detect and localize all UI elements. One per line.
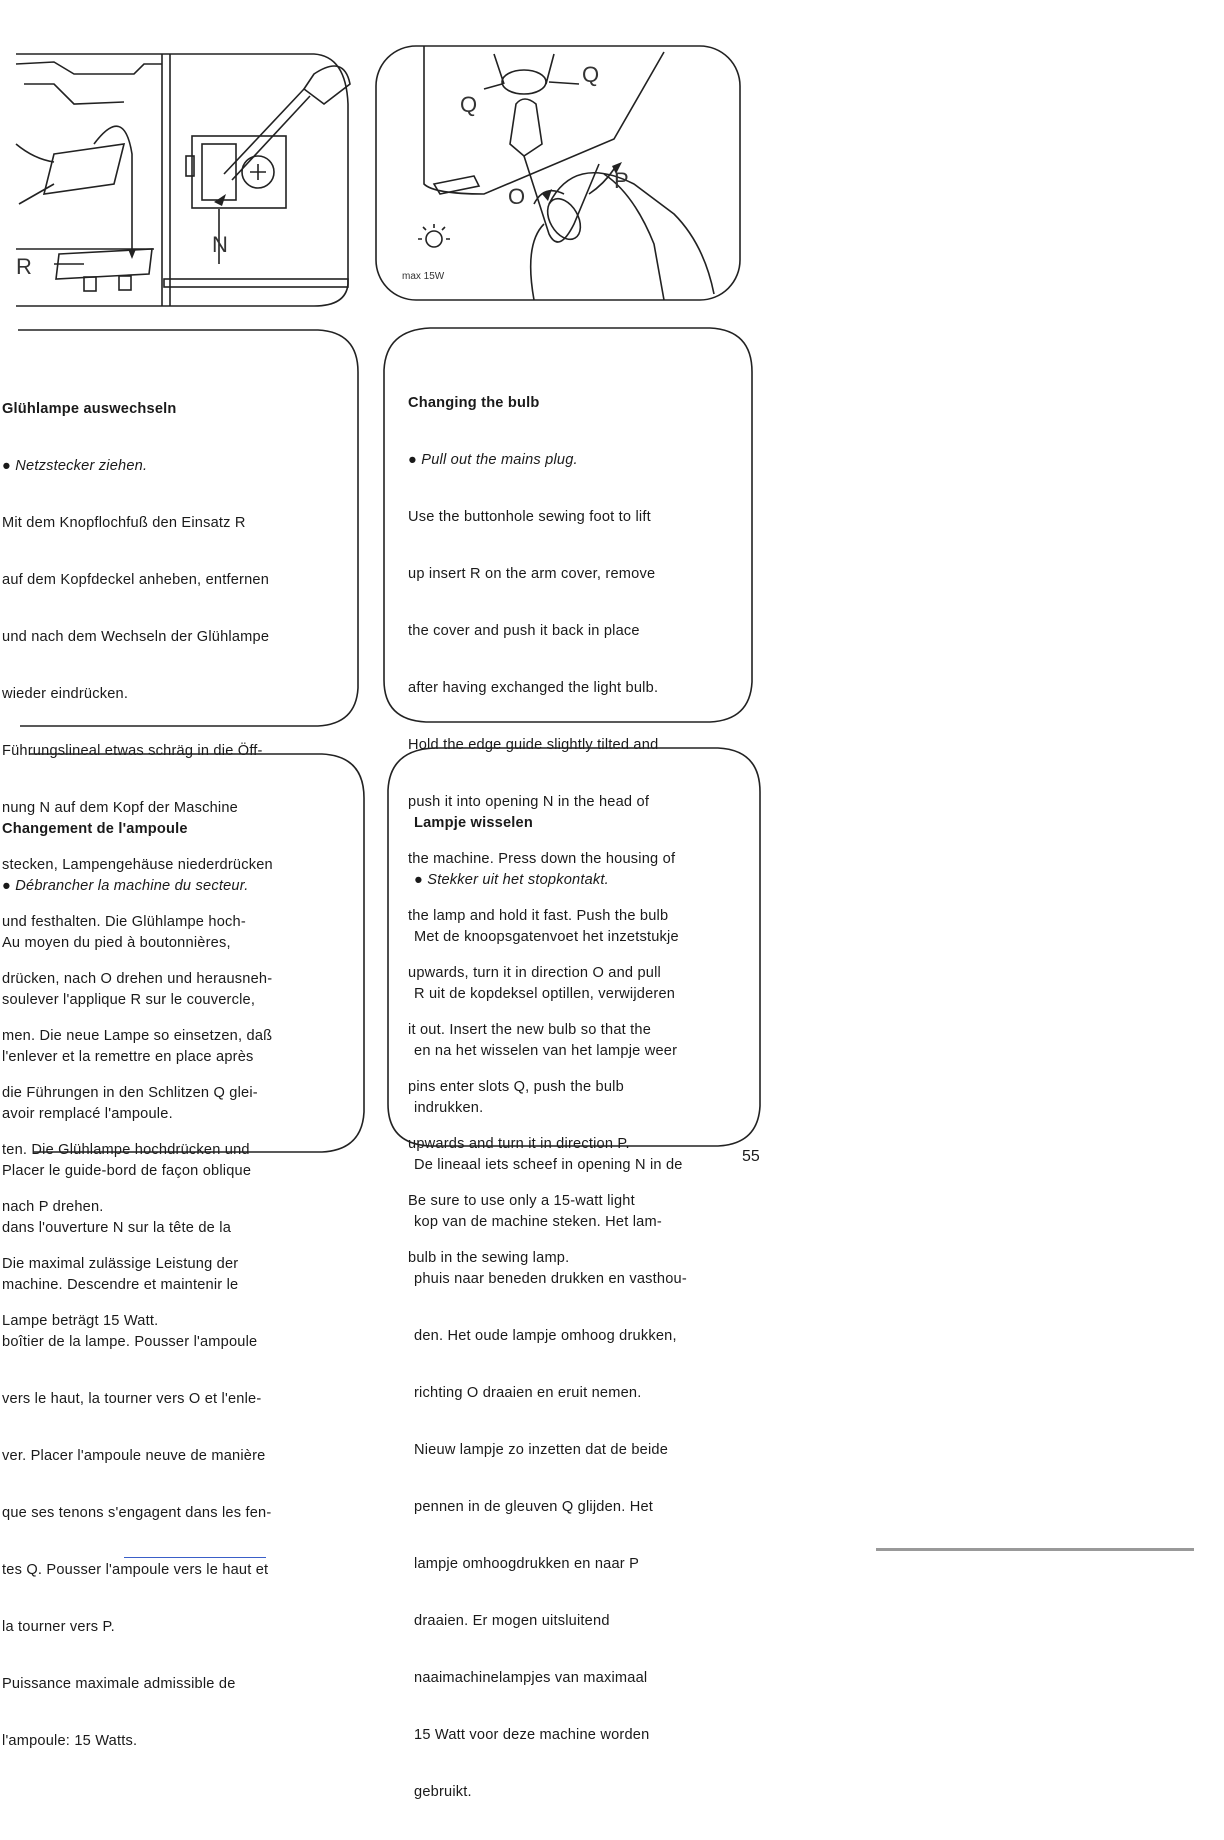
body-line: tes Q. Pousser l'ampoule vers le haut et [2, 1562, 269, 1578]
label-r: R [16, 254, 32, 279]
body-line: auf dem Kopfdeckel anheben, entfernen [2, 572, 270, 588]
body-line: push it into opening N in the head of [408, 794, 650, 810]
body-line: the cover and push it back in place [408, 623, 640, 639]
body-line: ver. Placer l'ampoule neuve de manière [2, 1448, 266, 1464]
body-line: vers le haut, la tourner vers O et l'enle- [2, 1391, 262, 1407]
body-line: ten. Die Glühlampe hochdrücken und [2, 1142, 250, 1158]
body-line: bulb in the sewing lamp. [408, 1250, 570, 1266]
body-line: men. Die neue Lampe so einsetzen, daß [2, 1028, 273, 1044]
body-line: up insert R on the arm cover, remove [408, 566, 656, 582]
body-line: naaimachinelampjes van maximaal [414, 1670, 648, 1686]
body-line: gebruikt. [414, 1784, 472, 1800]
body-line: the lamp and hold it fast. Push the bulb [408, 908, 669, 924]
page-number: 55 [742, 1148, 760, 1165]
label-q-left: Q [460, 92, 478, 117]
body-line: Puissance maximale admissible de [2, 1676, 236, 1692]
section-title: Changement de l'ampoule [2, 821, 188, 837]
label-max-watt: max 15W [402, 271, 445, 282]
body-line: Be sure to use only a 15-watt light [408, 1193, 635, 1209]
section-title: Lampje wisselen [414, 815, 533, 831]
bullet-line: ● Pull out the mains plug. [408, 452, 578, 468]
body-line: drücken, nach O drehen und herausneh- [2, 971, 273, 987]
body-line: soulever l'applique R sur le couvercle, [2, 992, 256, 1008]
body-line: R uit de kopdeksel optillen, verwijderen [414, 986, 676, 1002]
bulb-illustration [374, 44, 742, 302]
body-line: it out. Insert the new bulb so that the [408, 1022, 652, 1038]
bullet-line: ● Netzstecker ziehen. [2, 458, 148, 474]
bullet-line: ● Débrancher la machine du secteur. [2, 878, 249, 894]
body-line: draaien. Er mogen uitsluitend [414, 1613, 610, 1629]
head-cover-illustration [14, 44, 360, 310]
body-line: Die maximal zulässige Leistung der [2, 1256, 239, 1272]
body-line: Au moyen du pied à boutonnières, [2, 935, 231, 951]
body-line: den. Het oude lampje omhoog drukken, [414, 1328, 677, 1344]
body-line: Mit dem Knopflochfuß den Einsatz R [2, 515, 246, 531]
label-o: O [508, 184, 526, 209]
body-line: richting O draaien en eruit nemen. [414, 1385, 642, 1401]
body-line: la tourner vers P. [2, 1619, 115, 1635]
body-line: die Führungen in den Schlitzen Q glei- [2, 1085, 258, 1101]
bullet-text: Stekker uit het stopkontakt. [427, 872, 609, 888]
body-line: Nieuw lampje zo inzetten dat de beide [414, 1442, 669, 1458]
figure-bulb-replacement [374, 44, 742, 302]
body-line: Placer le guide-bord de façon oblique [2, 1163, 252, 1179]
text-french [2, 782, 271, 1789]
body-line: nung N auf dem Kopf der Maschine [2, 800, 238, 816]
body-line: nach P drehen. [2, 1199, 104, 1215]
bottom-left-rule [124, 1557, 266, 1558]
bottom-right-rule [876, 1548, 1194, 1551]
bullet-text: Netzstecker ziehen. [15, 458, 148, 474]
body-line: lampje omhoogdrukken en naar P [414, 1556, 640, 1572]
body-line: machine. Descendre et maintenir le [2, 1277, 239, 1293]
body-line: und nach dem Wechseln der Glühlampe [2, 629, 270, 645]
body-line: after having exchanged the light bulb. [408, 680, 659, 696]
body-line: stecken, Lampengehäuse niederdrücken [2, 857, 273, 873]
body-line: que ses tenons s'engagent dans les fen- [2, 1505, 272, 1521]
label-n: N [212, 232, 228, 257]
body-line: pins enter slots Q, push the bulb [408, 1079, 624, 1095]
body-line: Lampe beträgt 15 Watt. [2, 1313, 159, 1329]
body-line: avoir remplacé l'ampoule. [2, 1106, 173, 1122]
body-line: 15 Watt voor deze machine worden [414, 1727, 650, 1743]
body-line: pennen in de gleuven Q glijden. Het [414, 1499, 654, 1515]
body-line: wieder eindrücken. [2, 686, 129, 702]
label-p: P [614, 168, 629, 193]
body-line: boîtier de la lampe. Pousser l'ampoule [2, 1334, 258, 1350]
figure-head-cover [14, 44, 360, 310]
body-line: phuis naar beneden drukken en vasthou- [414, 1271, 687, 1287]
body-line: upwards and turn it in direction P. [408, 1136, 630, 1152]
body-line: l'enlever et la remettre en place après [2, 1049, 254, 1065]
body-line: und festhalten. Die Glühlampe hoch- [2, 914, 246, 930]
body-line: De lineaal iets scheef in opening N in de [414, 1157, 683, 1173]
body-line: dans l'ouverture N sur la tête de la [2, 1220, 232, 1236]
section-title: Changing the bulb [408, 395, 540, 411]
text-dutch [414, 776, 687, 1840]
body-line: kop van de machine steken. Het lam- [414, 1214, 662, 1230]
body-line: en na het wisselen van het lampje weer [414, 1043, 678, 1059]
body-line: l'ampoule: 15 Watts. [2, 1733, 138, 1749]
bullet-line: ● Stekker uit het stopkontakt. [414, 872, 609, 888]
body-line: indrukken. [414, 1100, 484, 1116]
label-q-right: Q [582, 62, 600, 87]
body-line: Führungslineal etwas schräg in die Öff- [2, 743, 263, 759]
section-title: Glühlampe auswechseln [2, 401, 177, 417]
body-line: the machine. Press down the housing of [408, 851, 676, 867]
body-line: Use the buttonhole sewing foot to lift [408, 509, 651, 525]
body-line: Hold the edge guide slightly tilted and [408, 737, 659, 753]
bullet-text: Pull out the mains plug. [421, 452, 578, 468]
bullet-text: Débrancher la machine du secteur. [15, 878, 249, 894]
body-line: upwards, turn it in direction O and pull [408, 965, 661, 981]
body-line: Met de knoopsgatenvoet het inzetstukje [414, 929, 679, 945]
